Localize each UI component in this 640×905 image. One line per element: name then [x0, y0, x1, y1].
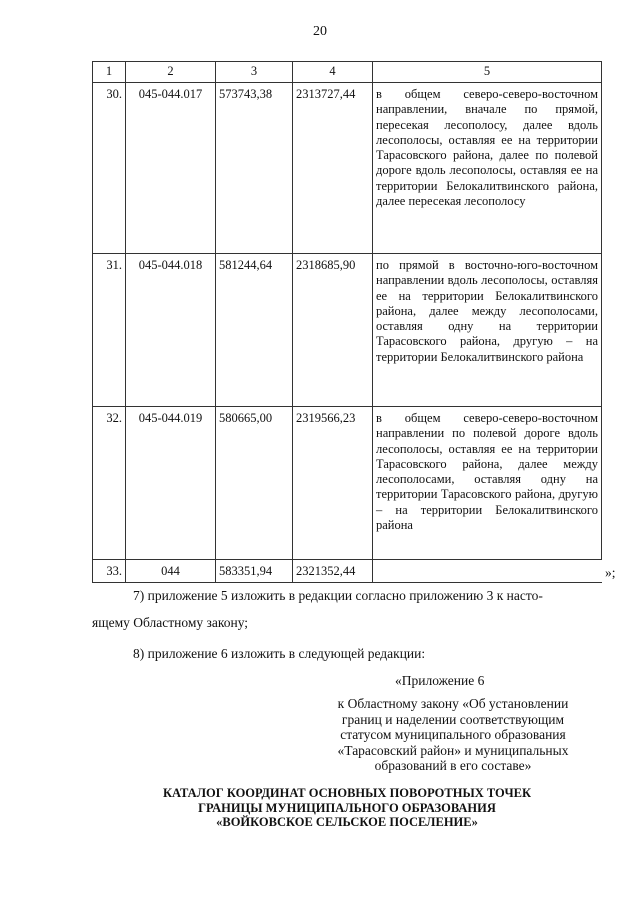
- header-cell-1: 1: [93, 62, 126, 83]
- appendix-reference-line: «Тарасовский район» и муниципальных: [337, 742, 569, 758]
- appendix-reference-line: к Областному закону «Об установлении: [337, 696, 569, 711]
- catalog-title: [92, 786, 602, 830]
- point-code: 045-044.019: [126, 407, 216, 560]
- point-code: 044: [126, 560, 216, 583]
- appendix-reference: [298, 696, 608, 774]
- coordinates-table: [92, 61, 602, 583]
- coord-y: 2321352,44: [293, 560, 373, 583]
- appendix-reference-line: границ и наделении соответствующим: [341, 711, 565, 727]
- table-row: [93, 83, 602, 254]
- table-closing-quote: »;: [605, 565, 616, 580]
- row-number: 32.: [93, 407, 126, 560]
- row-number: 31.: [93, 254, 126, 407]
- table-header-row: [93, 62, 602, 83]
- catalog-title-line: «ВОЙКОВСКОЕ СЕЛЬСКОЕ ПОСЕЛЕНИЕ»: [216, 815, 478, 829]
- coord-y: 2313727,44: [293, 83, 373, 254]
- header-cell-2: 2: [126, 62, 216, 83]
- appendix-reference-line: статусом муниципального образования: [340, 727, 566, 742]
- row-number: 33.: [93, 560, 126, 583]
- appendix-reference-line: образований в его составе»: [374, 758, 532, 773]
- header-cell-4: 4: [293, 62, 373, 83]
- boundary-description: в общем северо-северо-восточном направлении, вначале по прямой, пересекая лесополосу, далее вдоль лесополосы, оставляя ее на территории Тарасовского района, далее по полевой дороге вдоль лесополосы, оставляя ее на территории Белокалитвинского района, далее пересекая лесополосу: [373, 83, 602, 254]
- row-number: 30.: [93, 83, 126, 254]
- paragraph-7-line-2: ящему Областному закону;: [92, 615, 249, 630]
- coord-y: 2318685,90: [293, 254, 373, 407]
- page-number: 20: [313, 24, 327, 39]
- coord-x: 581244,64: [216, 254, 293, 407]
- table-row: [93, 407, 602, 560]
- point-code: 045-044.018: [126, 254, 216, 407]
- boundary-description: в общем северо-северо-восточном направлении по полевой дороге вдоль лесополосы, оставляя ее на территории Тарасовского района, далее между лесополосами, оставляя одну на территории Тарасовского района, другую – на территории Белокалитвинского района: [373, 407, 602, 560]
- catalog-title-line: КАТАЛОГ КООРДИНАТ ОСНОВНЫХ ПОВОРОТНЫХ ТОЧЕК: [162, 786, 532, 800]
- paragraph-7-line-1: 7) приложение 5 изложить в редакции согласно приложению 3 к насто-: [133, 588, 543, 603]
- boundary-description: по прямой в восточно-юго-восточном направлении вдоль лесополосы, оставляя ее на территории Белокалитвинского района, далее между лесополосами, оставляя одну на территории Тарасовского района, другую – на территории Белокалитвинского района: [373, 254, 602, 407]
- table-row: [93, 254, 602, 407]
- header-cell-3: 3: [216, 62, 293, 83]
- point-code: 045-044.017: [126, 83, 216, 254]
- table-row: [93, 560, 602, 583]
- coord-x: 583351,94: [216, 560, 293, 583]
- coord-x: 573743,38: [216, 83, 293, 254]
- coord-y: 2319566,23: [293, 407, 373, 560]
- boundary-description: [373, 560, 602, 583]
- coord-x: 580665,00: [216, 407, 293, 560]
- paragraph-8: 8) приложение 6 изложить в следующей редакции:: [133, 646, 426, 661]
- header-cell-5: 5: [373, 62, 602, 83]
- catalog-title-line: ГРАНИЦЫ МУНИЦИПАЛЬНОГО ОБРАЗОВАНИЯ: [198, 800, 496, 815]
- appendix-header: «Приложение 6: [395, 673, 485, 688]
